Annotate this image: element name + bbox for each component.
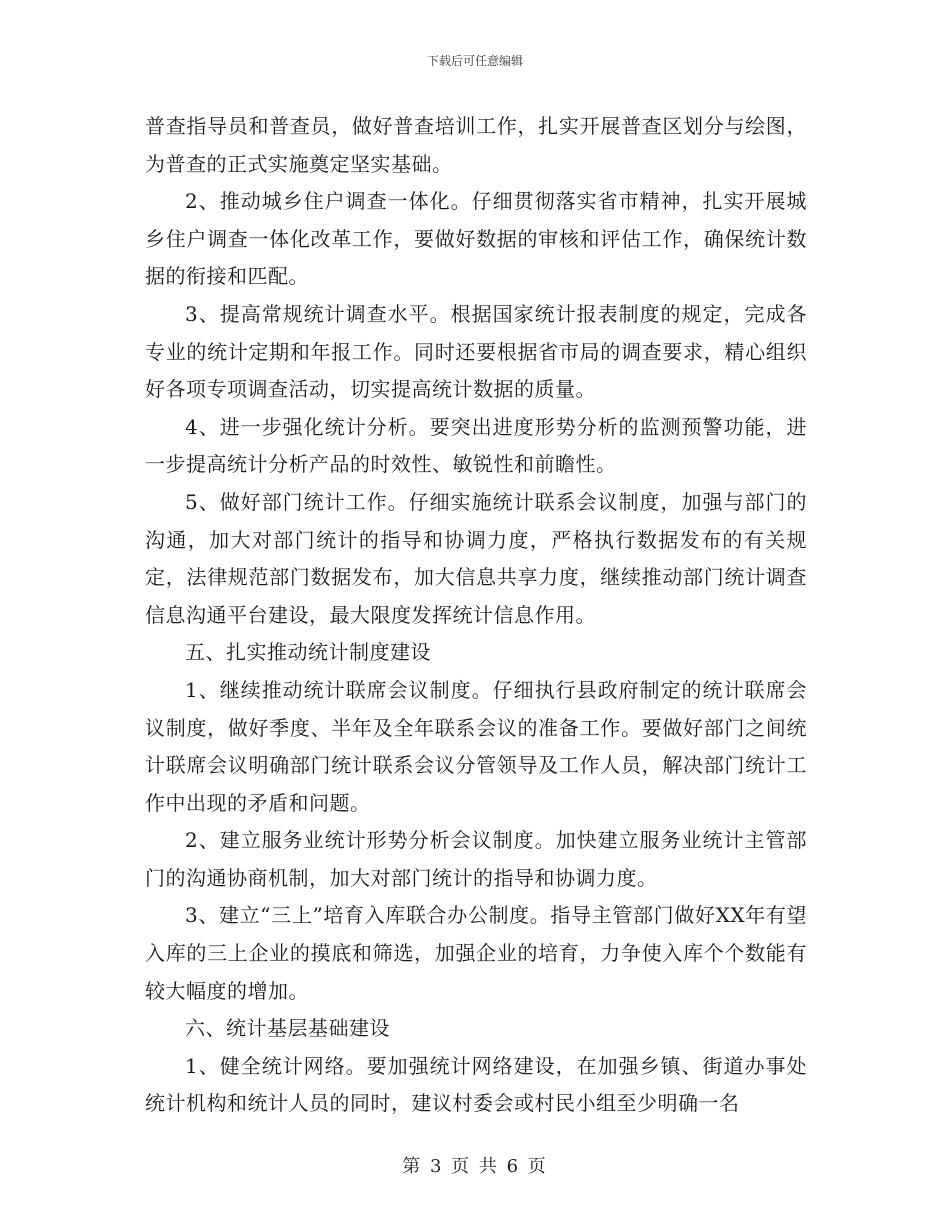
- page-header: 下载后可任意编辑: [426, 54, 523, 68]
- section-heading-5: 五、扎实推动统计制度建设: [185, 640, 431, 665]
- paragraph-2: 2、推动城乡住户调查一体化。仔细贯彻落实省市精神，扎实开展城乡住户调查一体化改革工作，要做好数据的审核和评估工作，确保统计数据的衔接和匹配。: [145, 189, 807, 289]
- document-body: [145, 108, 807, 1123]
- paragraph-3: 3、提高常规统计调查水平。根据国家统计报表制度的规定，完成各专业的统计定期和年报工作。同时还要根据省市局的调查要求，精心组织好各项专项调查活动，切实提高统计数据的质量。: [145, 301, 807, 402]
- paragraph-4: 4、进一步强化统计分析。要突出进度形势分析的监测预警功能，进一步提高统计分析产品的时效性、敏锐性和前瞻性。: [145, 414, 807, 477]
- page-number-footer: 第 3 页 共 6 页: [402, 1156, 548, 1177]
- paragraph-5: 5、做好部门统计工作。仔细实施统计联系会议制度，加强与部门的沟通，加大对部门统计的指导和协调力度，严格执行数据发布的有关规定，法律规范部门数据发布，加大信息共享力度，继续推动部门统计调查信息沟通平台建设，最大限度发挥统计信息作用。: [145, 489, 807, 627]
- paragraph-9: 1、健全统计网络。要加强统计网络建设，在加强乡镇、街道办事处统计机构和统计人员的同时，建议村委会或村民小组至少明确一名: [145, 1053, 807, 1116]
- paragraph-6: 1、继续推动统计联席会议制度。仔细执行县政府制定的统计联席会议制度，做好季度、半年及全年联系会议的准备工作。要做好部门之间统计联席会议明确部门统计联系会议分管领导及工作人员，解决部门统计工作中出现的矛盾和问题。: [145, 677, 807, 815]
- paragraph-8: 3、建立“三上”培育入库联合办公制度。指导主管部门做好XX年有望入库的三上企业的摸底和筛选，加强企业的培育，力争使入库个个数能有较大幅度的增加。: [145, 903, 807, 1003]
- section-heading-6: 六、统计基层基础建设: [185, 1016, 390, 1041]
- paragraph-7: 2、建立服务业统计形势分析会议制度。加快建立服务业统计主管部门的沟通协商机制，加大对部门统计的指导和协调力度。: [145, 828, 807, 890]
- paragraph-1: 普查指导员和普查员，做好普查培训工作，扎实开展普查区划分与绘图，为普查的正式实施奠定坚实基础。: [145, 114, 807, 176]
